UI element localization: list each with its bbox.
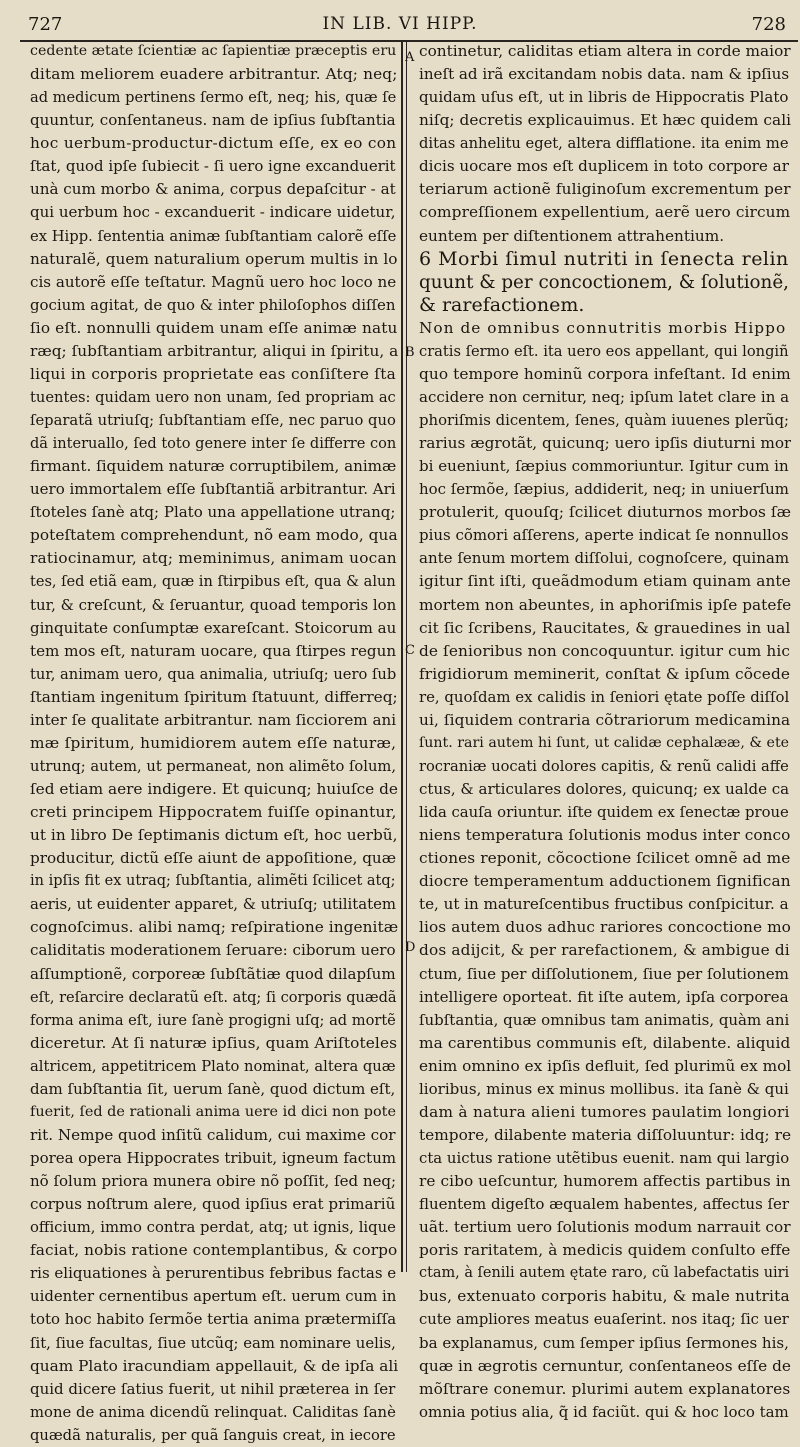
margin-letter-c: C: [405, 643, 415, 658]
text-line: teriarum actionẽ fuliginoſum excrementum per: [419, 180, 791, 199]
text-line: quunt & per concoctionem, & ſolutionẽ,: [419, 271, 789, 293]
text-line: ſio eſt. nonnulli quidem unam eſſe animæ natu: [30, 318, 398, 337]
text-line: niſq; decretis explicauimus. Et hæc quidem cali: [419, 111, 791, 130]
text-line: tuentes: quidam uero non unam, ſed propriam ac: [30, 388, 396, 406]
text-line: ræq; ſubſtantiam arbitrantur, aliqui in ſpiritu, a: [30, 341, 398, 360]
text-line: tur, animam uero, qua animalia, utriuſq; uero ſub: [30, 665, 397, 683]
text-line: producitur, dictũ eſſe aiunt de appoſitione, quæ: [30, 849, 396, 868]
text-line: liqui in corporis proprietate eas conſiſtere ſta: [30, 364, 397, 383]
text-line: mortem non abeuntes, in aphoriſmis ipſe patefe: [419, 595, 791, 614]
text-line: ante ſenum mortem diſſolui, cognoſcere, quinam: [419, 549, 790, 568]
text-line: ui, ſiquidem contraria cõtrariorum medicamina: [419, 710, 791, 729]
text-line: ſeparatã utriuſq; ſubſtantiam eſſe, nec paruo quo: [30, 412, 396, 429]
running-title: IN LIB. VI HIPP.: [322, 14, 478, 34]
running-head: [0, 0, 800, 40]
text-line: intelligere oporteat. fit iſte autem, ipſa corporea: [419, 987, 789, 1006]
text-line: ſunt. rari autem hi ſunt, ut calidæ cephalææ, & ete: [419, 734, 790, 751]
text-line: ſtoteles ſanè atq; Plato una appellatione utranq;: [30, 503, 396, 522]
text-line: ditas anhelitu eget, altera difflatione. ita enim me: [419, 135, 789, 153]
text-line: diocre temperamentum adductionem ſignifican: [419, 872, 791, 891]
text-line: quæ in ægrotis cernuntur, conſentaneos eſſe de: [419, 1356, 791, 1375]
text-line: cta uictus ratione utẽtibus euenit. nam qui largio: [419, 1149, 790, 1167]
text-line: cratis ſermo eſt. ita uero eos appellant, qui longiñ: [419, 342, 789, 360]
text-line: quo tempore hominũ corpora infeſtant. Id enim: [419, 364, 791, 383]
text-line: continetur, caliditas etiam altera in corde maior: [419, 42, 791, 60]
text-line: tur, & creſcunt, & ſeruantur, quoad temporis lon: [30, 595, 397, 614]
text-line: aſſumptionẽ, corporeæ ſubſtãtiæ quod dilapſum: [30, 964, 396, 983]
text-line: cedente ætate ſcientiæ ac ſapientiæ præceptis eru: [30, 43, 397, 59]
text-line: poteſtatem comprehendunt, nõ eam modo, qua: [30, 526, 398, 545]
text-line: uero immortalem eſſe ſubſtantiã arbitrantur. Ari: [30, 480, 396, 499]
text-line: re, quoſdam ex calidis in ſeniori ętate poſſe diſſol: [419, 687, 790, 706]
text-line: protulerit, quouſq; ſcilicet diuturnos morbos ſæ: [419, 503, 791, 522]
text-line: tem mos eſt, naturam uocare, qua ſtirpes regun: [30, 641, 397, 660]
text-line: ut in libro De ſeptimanis dictum eſt, hoc uerbũ,: [30, 826, 398, 845]
text-line: hoc uerbum-productur-dictum eſſe, ex eo con: [30, 134, 397, 153]
text-line: aeris, ut euidenter apparet, & utriuſq; utilitatem: [30, 895, 397, 914]
text-line: altricem, appetitricem Plato nominat, altera quæ: [30, 1057, 396, 1075]
text-line: tes, ſed etiã eam, quæ in ſtirpibus eſt, qua & alun: [30, 573, 396, 591]
text-line: quædã naturalis, per quã ſanguis creat, in iecore: [30, 1426, 396, 1444]
text-line: phoriſmis dicentem, ſenes, quàm iuuenes plerũq;: [419, 411, 789, 429]
text-line: ſubſtantia, quæ omnibus tam animatis, quàm ani: [419, 1010, 790, 1029]
text-line: ſtantiam ingenitum ſpiritum ſtatuunt, differreq;: [30, 687, 398, 706]
margin-letter-d: D: [405, 940, 416, 955]
text-line: eſt, reſarcire declaratũ eſt. atq; ſi corporis quædã: [30, 988, 397, 1006]
text-line: dicis uocare mos eſt duplicem in toto corpore ar: [419, 157, 789, 176]
text-line: ad medicum pertinens ſermo eſt, neq; his, quæ ſe: [30, 89, 397, 107]
text-line: lioribus, minus ex minus mollibus. ita ſanè & qui: [419, 1079, 789, 1098]
text-line: hoc ſermõe, ſæpius, addiderit, neq; in uniuerſum: [419, 480, 789, 499]
text-line: lida cauſa oriuntur. iſte quidem ex ſenectæ proue: [419, 804, 789, 822]
text-line: ma carentibus communis eſt, dilabente. aliquid: [419, 1033, 791, 1052]
text-line: dã interuallo, ſed toto genere inter ſe differre con: [30, 435, 397, 453]
text-line: de ſenioribus non concoquuntur. igitur cum hic: [419, 641, 791, 660]
text-line: tempore, dilabente materia diſſoluuntur: idq; re: [419, 1125, 791, 1144]
text-line: enim omnino ex ipſis defluit, ſed plurimũ ex mol: [419, 1056, 791, 1075]
text-line: creti principem Hippocratem fuiſſe opinantur,: [30, 803, 397, 822]
text-line: quuntur, conſentaneus. nam de ipſius ſubſtantia: [30, 111, 396, 130]
text-line: cis autorẽ eſſe teſtatur. Magnũ uero hoc loco ne: [30, 272, 397, 291]
text-line: niens temperatura ſolutionis modus inter conco: [419, 826, 791, 845]
text-line: dam ſubſtantia ſit, uerum ſanè, quod dictum eſt,: [30, 1079, 396, 1098]
text-line: rit. Nempe quod inſitũ calidum, cui maxime cor: [30, 1125, 396, 1144]
text-line: cute ampliores meatus euaſerint. nos itaq; ſic uer: [419, 1311, 789, 1329]
text-line: ineſt ad irã excitandam nobis data. nam & ipſius: [419, 65, 790, 84]
text-line: ſit, ſiue facultas, ſiue utcũq; eam nominare uelis,: [30, 1334, 396, 1352]
text-line: ctam, à ſenili autem ętate raro, cũ labefactatis uiri: [419, 1265, 790, 1282]
text-line: caliditatis moderationem ſeruare: ciborum uero: [30, 941, 396, 960]
text-line: unà cum morbo & anima, corpus depaſcitur - at: [30, 180, 396, 199]
margin-letter-a: A: [405, 50, 415, 65]
page-number-left: 727: [28, 14, 63, 35]
text-line: corpus noſtrum alere, quod ipſius erat primariũ: [30, 1195, 396, 1214]
text-line: toto hoc habito ſermõe tertia anima prætermiſſa: [30, 1310, 397, 1329]
text-line: bus, extenuato corporis habitu, & male nutrita: [419, 1287, 790, 1306]
text-line: faciat, nobis ratione contemplantibus, & corpo: [30, 1241, 398, 1260]
text-line: quid dicere ſatius fuerit, ut nihil præterea in ſer: [30, 1379, 396, 1398]
text-line: qui uerbum hoc - excanduerit - indicare uidetur,: [30, 203, 396, 222]
text-line: omnia potius alia, q̃ id faciũt. qui & hoc loco tam: [419, 1402, 789, 1421]
text-line: ba explanamus, cum ſemper ipſius ſermones his,: [419, 1333, 789, 1352]
text-line: ex Hipp. ſententia animæ ſubſtantiam calorẽ eſſe: [30, 227, 397, 245]
text-line: nõ ſolum priora munera obire nõ poſſit, ſed neq;: [30, 1172, 397, 1191]
text-line: inter ſe qualitate arbitrantur. nam ſicciorem ani: [30, 710, 397, 729]
text-line: cit ſic ſcribens, Raucitates, & grauedines in ual: [419, 618, 791, 637]
text-line: uãt. tertium uero ſolutionis modum narrauit cor: [419, 1218, 791, 1237]
text-line: rocraniæ uocati dolores capitis, & renũ calidi affe: [419, 757, 789, 775]
text-line: porea opera Hippocrates tribuit, igneum factum: [30, 1149, 397, 1167]
page-number-right: 728: [751, 14, 786, 35]
text-line: quidam uſus eſt, ut in libris de Hippocratis Plato: [419, 88, 789, 107]
text-line: quam Plato iracundiam appellauit, & de ipſa ali: [30, 1356, 398, 1375]
text-line: cognoſcimus. alibi namq; reſpiratione ingenitæ: [30, 918, 398, 937]
text-line: utrunq; autem, ut permaneat, non alimẽto ſolum,: [30, 757, 397, 775]
text-line: re cibo ueſcuntur, humorem affectis partibus in: [419, 1172, 791, 1191]
text-line: dos adijcit, & per rarefactionem, & ambigue di: [419, 941, 790, 960]
text-line: ratiocinamur, atq; meminimus, animam uocan: [30, 549, 397, 568]
text-line: bi eueniunt, ſæpius commoriuntur. Igitur cum in: [419, 457, 789, 476]
text-line: lios autem duos adhuc rariores concoctione mo: [419, 918, 791, 937]
text-line: gocium agitat, de quo & inter philoſophos diſſen: [30, 295, 396, 314]
text-line: ditam meliorem euadere arbitrantur. Atq; neq;: [30, 65, 398, 84]
text-line: naturalẽ, quem naturalium operum multis in lo: [30, 249, 398, 268]
text-line: in ipſis fit ex utraq; ſubſtantia, alimẽti ſcilicet atq;: [30, 873, 396, 890]
text-line: rarius ægrotãt, quicunq; uero ipſis diuturni mor: [419, 434, 791, 453]
text-line: & rarefactionem.: [419, 293, 585, 316]
text-line: ctus, & articulares dolores, quicunq; ex ualde ca: [419, 780, 790, 798]
text-line: accidere non cernitur, neq; ipſum latet clare in a: [419, 387, 790, 406]
text-line: firmant. ſiquidem naturæ corruptibilem, animæ: [30, 457, 397, 476]
text-line: ctum, ſiue per diſſolutionem, ſiue per ſolutionem: [419, 964, 789, 983]
text-line: mæ ſpiritum, humidiorem autem eſſe naturæ,: [30, 733, 397, 752]
text-line: ſtat, quod ipſe ſubiecit - ſi uero igne excanduerit: [30, 157, 396, 176]
text-line: ctiones reponit, cõcoctione ſcilicet omnẽ ad me: [419, 849, 791, 868]
text-line: pius cõmori aſſerens, aperte indicat ſe nonnullos: [419, 526, 789, 545]
text-line: te, ut in matureſcentibus fructibus conſpicitur. a: [419, 895, 789, 914]
text-line: officium, immo contra perdat, atq; ut ignis, lique: [30, 1219, 396, 1237]
text-line: ris eliquationes à perurentibus febribus factas e: [30, 1264, 397, 1283]
left-column: [30, 40, 398, 1447]
text-line: ginquitate conſumptæ exareſcant. Stoicorum au: [30, 618, 397, 637]
column-divider: [401, 42, 403, 1272]
right-column: [419, 40, 791, 1424]
text-line: poris raritatem, à medicis quidem conſulto effe: [419, 1241, 791, 1260]
margin-letter-b: B: [405, 345, 415, 360]
text-line: mone de anima dicendũ relinquat. Caliditas ſanè: [30, 1403, 396, 1421]
text-line: compreſſionem expellentium, aerẽ uero circum: [419, 203, 791, 222]
text-line: igitur ſint iſti, queãdmodum etiam quinam ante: [419, 572, 791, 591]
text-line: fluentem digeſto æqualem habentes, affectus ſer: [419, 1195, 790, 1214]
text-line: mõſtrare conemur. plurimi autem explanatores: [419, 1379, 791, 1398]
text-line: forma anima eſt, iure ſanè progigni uſq; ad mortẽ: [30, 1011, 396, 1029]
text-line: diceretur. At ſi naturæ ipſius, quam Ariſtoteles: [30, 1033, 398, 1052]
text-line: ſed etiam aere indigere. Et quicunq; huiuſce de: [30, 780, 398, 798]
text-line: euntem per diſtentionem attrahentium.: [419, 226, 725, 245]
text-line: 6 Morbi ſimul nutriti in ſenecta relin: [419, 247, 789, 270]
text-line: frigidiorum meminerit, conſtat & ipſum cõcede: [419, 664, 791, 683]
text-line: fuerit, ſed de rationali anima uere id dici non pote: [30, 1103, 396, 1120]
text-line: Non de omnibus connutritis morbis Hippo: [419, 318, 787, 337]
text-line: uidenter cernentibus apertum eſt. uerum cum in: [30, 1287, 397, 1306]
text-line: dam à natura alieni tumores paulatim longiori: [419, 1102, 790, 1121]
